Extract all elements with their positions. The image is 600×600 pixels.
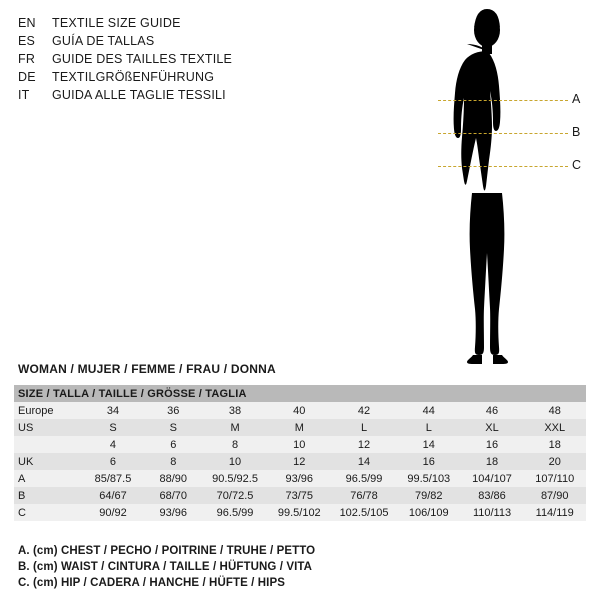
body-figure-area [420,8,595,373]
table-header-label: SIZE / TALLA / TAILLE / GRÖSSE / TAGLIA [14,385,586,402]
table-cell: L [331,419,397,436]
row-label: B [14,487,82,504]
table-cell: 42 [331,402,397,419]
language-title: TEXTILE SIZE GUIDE [52,16,181,30]
table-cell: 14 [331,453,397,470]
measure-line-chest [438,100,568,101]
language-row [18,34,348,52]
table-cell: M [267,419,331,436]
row-label: US [14,419,82,436]
table-cell: 48 [523,402,586,419]
table-cell: 88/90 [144,470,203,487]
table-cell: 46 [461,402,524,419]
table-cell: 10 [203,453,268,470]
row-label: A [14,470,82,487]
table-cell: 18 [523,436,586,453]
table-cell: 102.5/105 [331,504,397,521]
table-cell: 85/87.5 [82,470,144,487]
table-row [14,470,586,487]
footnote-list [18,543,578,591]
table-cell: 99.5/103 [397,470,461,487]
female-body-silhouette-icon [420,8,595,373]
table-cell: 70/72.5 [203,487,268,504]
measure-label-c: C [572,158,582,172]
table-cell: S [82,419,144,436]
row-label [14,436,82,453]
table-cell: 99.5/102 [267,504,331,521]
measure-label-a: A [572,92,581,106]
row-label: C [14,504,82,521]
measure-line-waist [438,133,568,134]
language-code: EN [18,16,36,30]
table-cell: 44 [397,402,461,419]
language-title: GUIDE DES TAILLES TEXTILE [52,52,233,66]
section-title-woman: WOMAN / MUJER / FEMME / FRAU / DONNA [18,362,276,376]
table-cell: 20 [523,453,586,470]
table-row [14,436,586,453]
table-row [14,402,586,419]
table-cell: 10 [267,436,331,453]
row-label: Europe [14,402,82,419]
table-cell: 68/70 [144,487,203,504]
language-header-list [18,16,348,106]
table-header-row [14,385,586,402]
table-cell: 79/82 [397,487,461,504]
language-row [18,88,348,106]
table-cell: 12 [331,436,397,453]
table-row [14,419,586,436]
size-table [14,385,586,521]
table-cell: 14 [397,436,461,453]
table-cell: 40 [267,402,331,419]
table-cell: 34 [82,402,144,419]
table-cell: 64/67 [82,487,144,504]
measure-label-b: B [572,125,581,139]
table-cell: 6 [82,453,144,470]
language-title: TEXTILGRÖßENFÜHRUNG [52,70,215,84]
table-cell: 106/109 [397,504,461,521]
footnote-waist: B. (cm) WAIST / CINTURA / TAILLE / HÜFTUNG / VITA [18,561,313,573]
language-row [18,52,348,70]
table-cell: 12 [267,453,331,470]
measure-line-hip [438,166,568,167]
table-cell: 4 [82,436,144,453]
language-row [18,16,348,34]
table-cell: 83/86 [461,487,524,504]
row-label: UK [14,453,82,470]
table-cell: 93/96 [144,504,203,521]
footnote-chest: A. (cm) CHEST / PECHO / POITRINE / TRUHE / PETTO [18,545,316,557]
table-cell: 16 [461,436,524,453]
table-cell: 8 [144,453,203,470]
language-code: DE [18,70,36,84]
table-cell: 90.5/92.5 [203,470,268,487]
table-cell: 107/110 [523,470,586,487]
table-cell: 114/119 [523,504,586,521]
table-cell: 93/96 [267,470,331,487]
table-cell: 38 [203,402,268,419]
table-cell: S [144,419,203,436]
language-code: ES [18,34,36,48]
language-code: IT [18,88,30,102]
footnote-hip: C. (cm) HIP / CADERA / HANCHE / HÜFTE / HIPS [18,577,286,589]
table-cell: 18 [461,453,524,470]
table-cell: L [397,419,461,436]
table-cell: 96.5/99 [331,470,397,487]
table-cell: 110/113 [461,504,524,521]
table-cell: 96.5/99 [203,504,268,521]
language-code: FR [18,52,36,66]
table-cell: XL [461,419,524,436]
table-row [14,504,586,521]
table-cell: 6 [144,436,203,453]
table-cell: 73/75 [267,487,331,504]
table-cell: 104/107 [461,470,524,487]
table-row [14,487,586,504]
table-cell: M [203,419,268,436]
table-cell: 90/92 [82,504,144,521]
table-cell: 36 [144,402,203,419]
table-row [14,453,586,470]
table-cell: 87/90 [523,487,586,504]
table-cell: 8 [203,436,268,453]
language-title: GUIDA ALLE TAGLIE TESSILI [52,88,226,102]
language-title: GUÍA DE TALLAS [52,34,155,48]
table-cell: 16 [397,453,461,470]
table-cell: 76/78 [331,487,397,504]
table-cell: XXL [523,419,586,436]
language-row [18,70,348,88]
